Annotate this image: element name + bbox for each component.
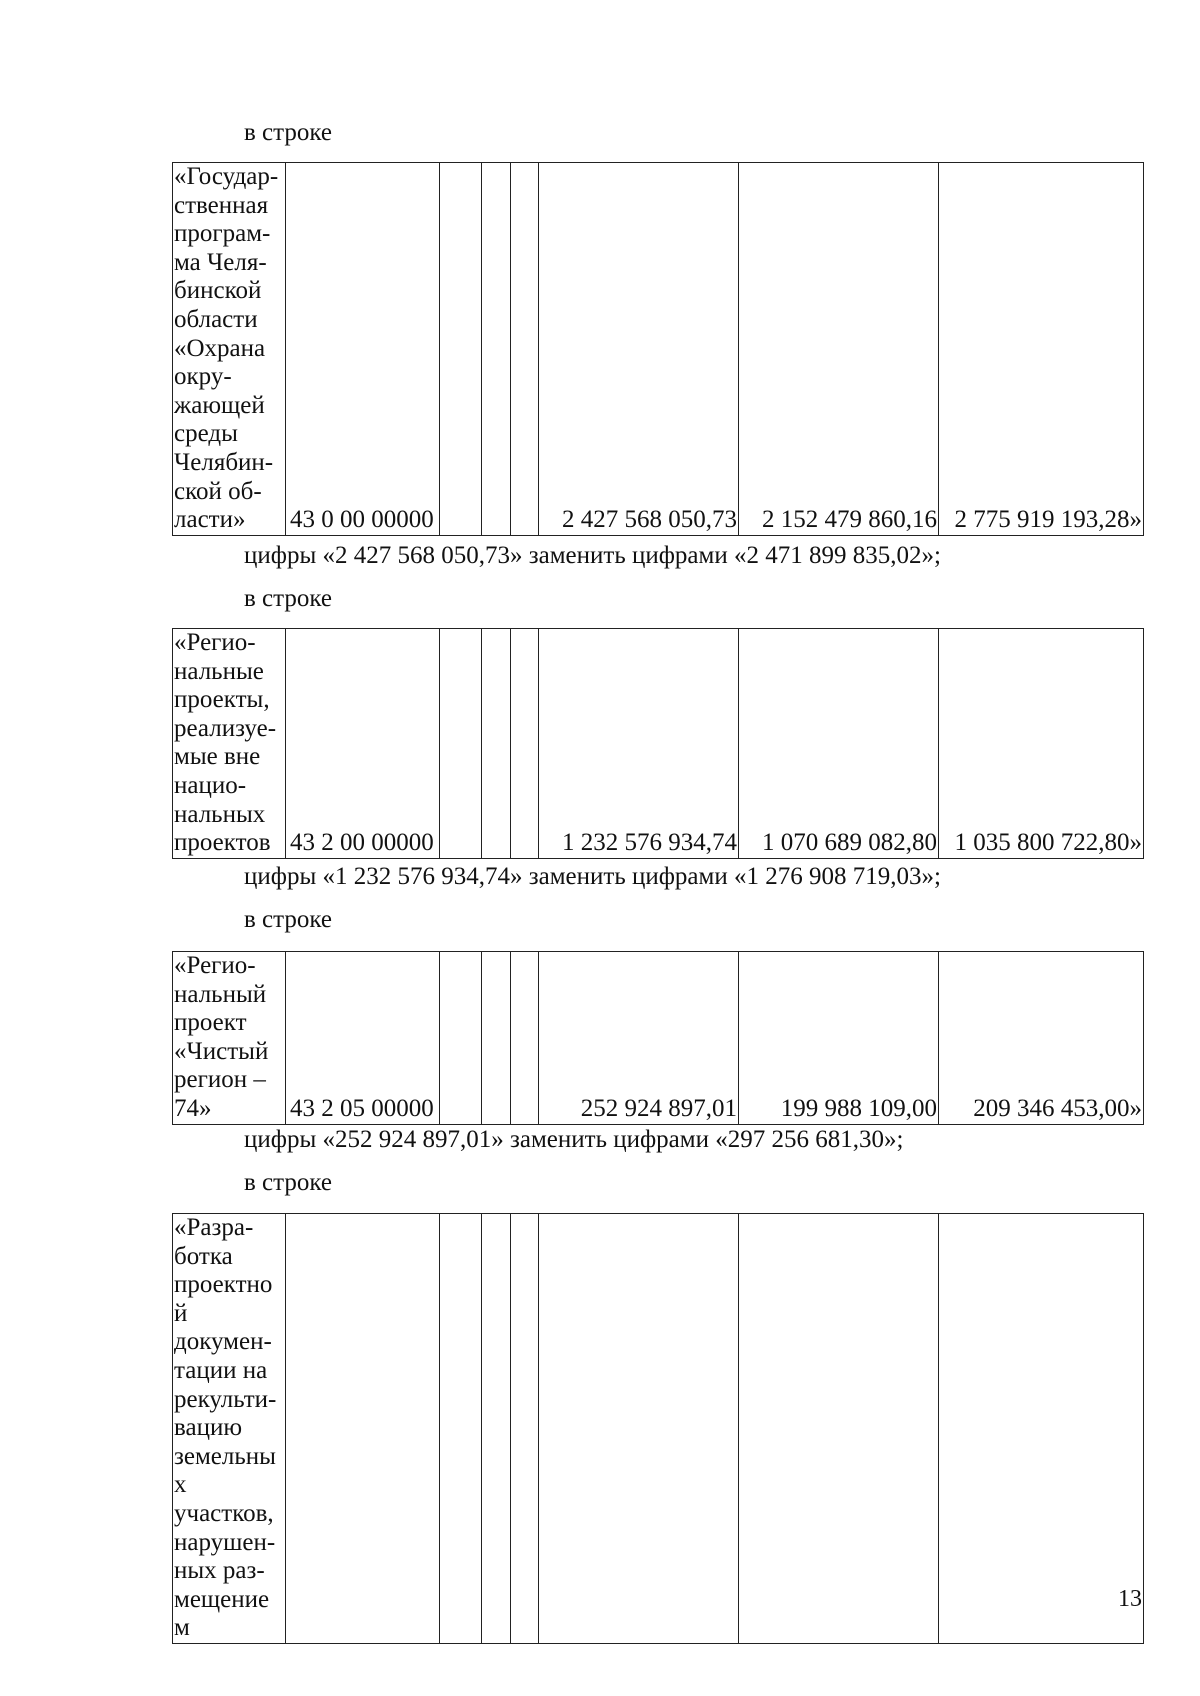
row-name-line: «Государ- — [174, 163, 279, 190]
row-name-line: ской об- — [174, 477, 262, 505]
empty-cell — [511, 1214, 539, 1644]
row-name-line: нацио- — [174, 771, 247, 799]
empty-cell — [440, 163, 482, 536]
row-name-line: Челябин- — [174, 448, 274, 476]
row-name-line: реализуе- — [174, 714, 277, 742]
row-name-line: 74» — [174, 1094, 212, 1122]
row-name-line: «Регио- — [174, 629, 256, 656]
row-name-line: ных раз- — [174, 1557, 265, 1585]
empty-cell — [440, 629, 482, 859]
amount-cell-3: 1 035 800 722,80» — [939, 629, 1144, 859]
row-name-line: нальные — [174, 657, 264, 685]
row-name-line: проектов — [174, 829, 271, 857]
empty-cell — [482, 1214, 511, 1644]
row-name-line: програм- — [174, 220, 271, 248]
amount-cell-2: 2 152 479 860,16 — [739, 163, 939, 536]
amount-cell-1: 252 924 897,01 — [539, 952, 739, 1125]
empty-cell — [482, 952, 511, 1125]
row-name-line: «Охрана — [174, 334, 266, 362]
row-name-line: участков, — [174, 1499, 274, 1527]
row-name-line: бинской — [174, 277, 262, 305]
target-code-cell — [286, 1214, 440, 1644]
row-name-line: проект — [174, 1009, 247, 1037]
row-name-line: ласти» — [174, 506, 246, 534]
row-name-cell — [173, 1214, 286, 1644]
amount-cell-3 — [939, 1214, 1144, 1644]
empty-cell — [482, 163, 511, 536]
amount-cell-2: 1 070 689 082,80 — [739, 629, 939, 859]
instruction-2: цифры «1 232 576 934,74» заменить цифрами «1 276 908 719,03»; — [244, 863, 941, 890]
row-name-line: мещением — [174, 1585, 270, 1642]
instruction-1: цифры «2 427 568 050,73» заменить цифрами «2 471 899 835,02»; — [244, 542, 941, 569]
row-name-line: окру- — [174, 363, 232, 391]
page-number: 13 — [1118, 1586, 1142, 1612]
amount-cell-3: 209 346 453,00» — [939, 952, 1144, 1125]
row-name-line: ственная — [174, 191, 269, 219]
amount-cell-2: 199 988 109,00 — [739, 952, 939, 1125]
in-row-label-3: в строке — [244, 906, 333, 933]
row-name-line: ма Челя- — [174, 248, 267, 276]
target-code-cell: 43 0 00 00000 — [286, 163, 440, 536]
table-row — [173, 1214, 1144, 1644]
row-name-line: нарушен- — [174, 1528, 276, 1556]
in-row-label-1: в строке — [244, 119, 333, 146]
row-name-line: жающей — [174, 391, 265, 419]
row-name-line: «Разра- — [174, 1214, 254, 1241]
row-name-line: области — [174, 305, 258, 333]
empty-cell — [440, 1214, 482, 1644]
row-name-line: нальных — [174, 800, 266, 828]
row-name-line: среды — [174, 420, 238, 448]
amendment-table-4 — [172, 1213, 1144, 1644]
amount-cell-1 — [539, 1214, 739, 1644]
row-name-line: проекты, — [174, 686, 270, 714]
row-name-cell — [173, 952, 286, 1125]
table-row — [173, 952, 1144, 1125]
in-row-label-2: в строке — [244, 585, 333, 612]
row-name-line: нальный — [174, 980, 267, 1008]
instruction-3: цифры «252 924 897,01» заменить цифрами «297 256 681,30»; — [244, 1126, 904, 1153]
target-code-cell: 43 2 00 00000 — [286, 629, 440, 859]
row-name-cell — [173, 163, 286, 536]
row-name-line: регион – — [174, 1066, 266, 1094]
row-name-line: рекульти- — [174, 1385, 277, 1413]
row-name-line: проектной — [174, 1271, 273, 1327]
row-name-cell — [173, 629, 286, 859]
row-name-line: докумен- — [174, 1328, 272, 1356]
row-name-line: «Чистый — [174, 1037, 269, 1065]
row-name-line: ботка — [174, 1242, 233, 1270]
empty-cell — [440, 952, 482, 1125]
row-name-line: земельных — [174, 1442, 276, 1499]
empty-cell — [482, 629, 511, 859]
amount-cell-3: 2 775 919 193,28» — [939, 163, 1144, 536]
empty-cell — [511, 163, 539, 536]
amendment-table-3 — [172, 951, 1144, 1125]
row-name-line: мые вне — [174, 743, 261, 771]
amendment-table-2 — [172, 628, 1144, 859]
row-name-line: «Регио- — [174, 952, 256, 979]
empty-cell — [511, 952, 539, 1125]
table-row — [173, 163, 1144, 536]
row-name-line: вацию — [174, 1414, 243, 1442]
amount-cell-1: 1 232 576 934,74 — [539, 629, 739, 859]
row-name-line: тации на — [174, 1356, 268, 1384]
in-row-label-4: в строке — [244, 1169, 333, 1196]
empty-cell — [511, 629, 539, 859]
amount-cell-2 — [739, 1214, 939, 1644]
amount-cell-1: 2 427 568 050,73 — [539, 163, 739, 536]
table-row — [173, 629, 1144, 859]
amendment-table-1 — [172, 162, 1144, 536]
target-code-cell: 43 2 05 00000 — [286, 952, 440, 1125]
